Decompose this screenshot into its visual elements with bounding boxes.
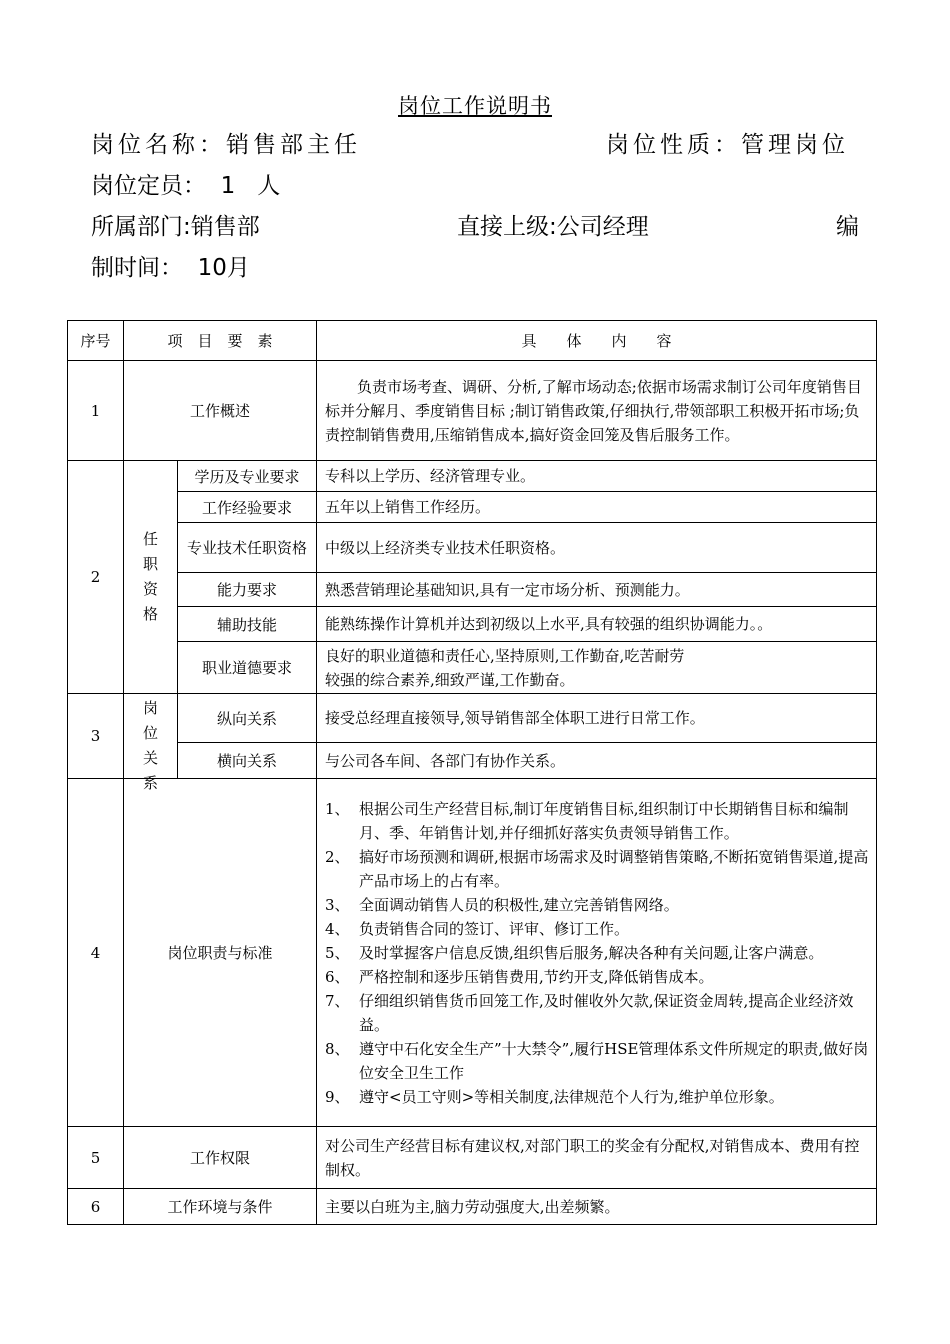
overview-text: 负责市场考查、调研、分析,了解市场动态;依据市场需求制订公司年度销售目标并分解月、季度销售目标 ;制订销售政策,仔细执行,带领部职工积极开拓市场;负责控制销售费用,压缩销售成本,搞好资金回笼及售后服务工作。 bbox=[325, 377, 862, 444]
table-row bbox=[68, 1189, 877, 1225]
list-item: 3、 全面调动销售人员的积极性,建立完善销售网络。 bbox=[325, 895, 679, 914]
sub-content: 接受总经理直接领导,领导销售部全体职工进行日常工作。 bbox=[317, 694, 877, 743]
sub-label: 工作经验要求 bbox=[178, 492, 317, 523]
table-row bbox=[68, 694, 877, 743]
table-row bbox=[68, 361, 877, 461]
table-row bbox=[68, 1127, 877, 1189]
sub-content: 中级以上经济类专业技术任职资格。 bbox=[317, 523, 877, 573]
table-row bbox=[68, 461, 877, 492]
row-content bbox=[317, 779, 877, 1127]
list-item: 9、 遵守<员工守则>等相关制度,法律规范个人行为,维护单位形象。 bbox=[325, 1087, 784, 1106]
list-item: 5、 及时掌握客户信息反馈,组织售后服务,解决各种有关问题,让客户满意。 bbox=[325, 943, 824, 962]
department: 所属部门:销售部 bbox=[91, 214, 260, 240]
ethics-line-2: 较强的综合素养,细致严谨,工作勤奋。 bbox=[325, 670, 575, 689]
row-num: 6 bbox=[68, 1189, 124, 1225]
sub-content: 五年以上销售工作经历。 bbox=[317, 492, 877, 523]
ethics-line-1: 良好的职业道德和责任心,坚持原则,工作勤奋,吃苦耐劳 bbox=[325, 646, 685, 665]
header-item: 项 目 要 素 bbox=[124, 321, 317, 361]
group-char: 关 bbox=[142, 749, 158, 767]
list-item: 8、 遵守中石化安全生产”十大禁令”,履行HSE管理体系文件所规定的职责,做好岗位安全卫生工作 bbox=[325, 1039, 869, 1082]
row-num: 4 bbox=[68, 779, 124, 1127]
sub-label: 专业技术任职资格 bbox=[178, 523, 317, 573]
table-row bbox=[68, 492, 877, 523]
row-item: 工作概述 bbox=[124, 361, 317, 461]
table-row bbox=[68, 523, 877, 573]
table-row bbox=[68, 642, 877, 694]
prep-label: 编 bbox=[836, 214, 859, 240]
row-item: 工作权限 bbox=[124, 1127, 317, 1189]
row-content bbox=[317, 361, 877, 461]
row-num: 2 bbox=[68, 461, 124, 694]
row-item: 工作环境与条件 bbox=[124, 1189, 317, 1225]
list-item: 7、 仔细组织销售货币回笼工作,及时催收外欠款,保证资金周转,提高企业经济效益。 bbox=[325, 991, 854, 1034]
table-row bbox=[68, 607, 877, 642]
sub-label: 辅助技能 bbox=[178, 607, 317, 642]
position-name: 岗位名称：销售部主任 bbox=[91, 132, 361, 158]
table-row bbox=[68, 573, 877, 607]
header-content: 具 体 内 容 bbox=[317, 321, 877, 361]
group-char: 岗 bbox=[142, 699, 158, 717]
group-char: 职 bbox=[142, 555, 158, 573]
table-header-row bbox=[68, 321, 877, 361]
qualification-group-label bbox=[124, 461, 178, 694]
row-num: 5 bbox=[68, 1127, 124, 1189]
list-item: 1、 根据公司生产经营目标,制订年度销售目标,组织制订中长期销售目标和编制月、季、年销售计划,并仔细抓好落实负责领导销售工作。 bbox=[325, 799, 849, 842]
supervisor: 直接上级:公司经理 bbox=[457, 214, 649, 240]
header-num: 序号 bbox=[68, 321, 124, 361]
list-item: 6、 严格控制和逐步压销售费用,节约开支,降低销售成本。 bbox=[325, 967, 714, 986]
sub-content: 与公司各车间、各部门有协作关系。 bbox=[317, 743, 877, 779]
group-char: 格 bbox=[142, 605, 158, 623]
sub-label: 纵向关系 bbox=[178, 694, 317, 743]
list-item: 2、 搞好市场预测和调研,根据市场需求及时调整销售策略,不断拓宽销售渠道,提高产品市场上的占有率。 bbox=[325, 847, 869, 890]
sub-content: 能熟练操作计算机并达到初级以上水平,具有较强的组织协调能力。。 bbox=[317, 607, 877, 642]
sub-content: 熟悉营销理论基础知识,具有一定市场分析、预测能力。 bbox=[317, 573, 877, 607]
row-num: 3 bbox=[68, 694, 124, 779]
document-title: 岗位工作说明书 bbox=[398, 94, 552, 118]
job-description-table bbox=[67, 320, 877, 1225]
table-row bbox=[68, 779, 877, 1127]
row-content: 对公司生产经营目标有建议权,对部门职工的奖金有分配权,对销售成本、费用有控制权。 bbox=[317, 1127, 877, 1189]
sub-label: 能力要求 bbox=[178, 573, 317, 607]
group-char: 资 bbox=[142, 580, 158, 598]
table-row bbox=[68, 743, 877, 779]
list-item: 4、 负责销售合同的签订、评审、修订工作。 bbox=[325, 919, 630, 938]
group-char: 任 bbox=[142, 530, 158, 548]
sub-label: 横向关系 bbox=[178, 743, 317, 779]
prep-time: 制时间： 10月 bbox=[91, 255, 250, 281]
sub-label: 职业道德要求 bbox=[178, 642, 317, 694]
headcount: 岗位定员： 1 人 bbox=[91, 173, 281, 199]
sub-content bbox=[317, 642, 877, 694]
relation-group-label bbox=[124, 694, 178, 792]
sub-label: 学历及专业要求 bbox=[178, 461, 317, 492]
row-content: 主要以白班为主,脑力劳动强度大,出差频繁。 bbox=[317, 1189, 877, 1225]
row-num: 1 bbox=[68, 361, 124, 461]
row-item: 岗位职责与标准 bbox=[124, 779, 317, 1127]
duties-list bbox=[317, 794, 876, 1112]
position-type: 岗位性质：管理岗位 bbox=[606, 132, 849, 158]
group-char: 系 bbox=[142, 774, 158, 792]
sub-content: 专科以上学历、经济管理专业。 bbox=[317, 461, 877, 492]
group-char: 位 bbox=[142, 724, 158, 742]
